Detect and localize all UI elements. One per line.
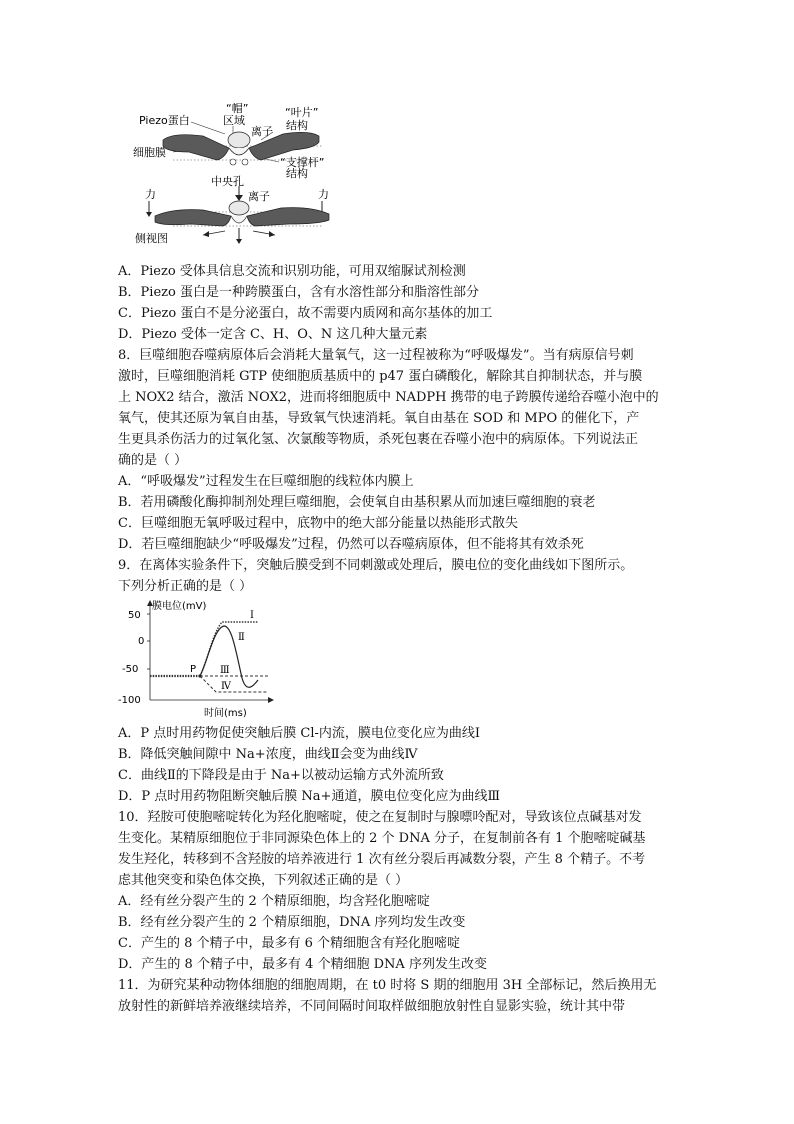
fig2-label-I: Ⅰ: [250, 610, 254, 621]
fig1-label-piezo: Piezo蛋白: [139, 114, 190, 127]
fig1-label-force-right: 力: [318, 188, 329, 201]
q7-option-c: C．Piezo 蛋白不是分泌蛋白，故不需要内质网和高尔基体的加工: [118, 306, 493, 321]
piezo-cap-top: [228, 132, 250, 148]
fig1-label-rod-quote: “支撑杆”: [280, 156, 325, 169]
q10-option-d: D．产生的 8 个精子中，最多有 4 个精细胞 DNA 序列发生改变: [118, 957, 487, 972]
fig1-label-leaf-quote: “叶片”: [285, 106, 319, 119]
q10-option-c: C．产生的 8 个精子中，最多有 6 个精细胞含有羟化胞嘧啶: [118, 936, 461, 951]
fig2-label-IV: Ⅳ: [221, 681, 231, 692]
fig1-label-ion-bottom: 离子: [248, 190, 270, 203]
q9-option-b: B．降低突触间隙中 Na+浓度，曲线Ⅱ会变为曲线Ⅳ: [118, 747, 418, 762]
q8-stem-line-6: 确的是（ ）: [118, 453, 188, 468]
fig1-label-ion-top: 离子: [251, 125, 273, 138]
fig2-ylabel: 膜电位(mV): [152, 601, 207, 612]
fig1-label-leaf-struct: 结构: [286, 119, 308, 132]
q8-option-a: A．“呼吸爆发”过程发生在巨噬细胞的线粒体内膜上: [118, 474, 414, 489]
fig1-label-cap-quote: “帽”: [226, 102, 249, 115]
q11-stem-line-2: 放射性的新鲜培养液继续培养，不同间隔时间取样做细胞放射性自显影实验，统计其中带: [118, 999, 626, 1014]
piezo-blade-right-bottom: [247, 208, 329, 226]
q9-option-a: A．P 点时用药物促使突触后膜 Cl-内流，膜电位变化应为曲线Ⅰ: [118, 726, 481, 741]
fig1-label-pore: 中央孔: [211, 175, 244, 188]
fig2-label-II: Ⅱ: [238, 632, 245, 643]
fig2-ytick-0: 0: [138, 636, 145, 647]
fig1-label-rod-struct: 结构: [286, 167, 308, 180]
q8-stem-line-3: 上 NOX2 结合，激活 NOX2，进而将细胞质中 NADPH 携带的电子跨膜传递给吞噬小泡中的: [118, 390, 659, 405]
fig1-label-cap-region: 区域: [223, 114, 245, 127]
fig2-xlabel: 时间(ms): [204, 708, 247, 719]
fig2-ytick-neg100: -100: [118, 695, 141, 706]
q7-option-b: B．Piezo 蛋白是一种跨膜蛋白，含有水溶性部分和脂溶性部分: [118, 285, 479, 300]
fig2-ytick-neg50: -50: [122, 664, 139, 675]
q10-stem-line-1: 10．羟胺可使胞嘧啶转化为羟化胞嘧啶，使之在复制时与腺嘌呤配对，导致该位点碱基对发: [118, 810, 642, 825]
q8-option-b: B．若用磷酸化酶抑制剂处理巨噬细胞，会使氧自由基积累从而加速巨噬细胞的衰老: [118, 495, 596, 510]
q9-stem-line-1: 9．在离体实验条件下，突触后膜受到不同刺激或处理后，膜电位的变化曲线如下图所示。: [118, 558, 634, 573]
fig2-point-P: [198, 674, 201, 677]
q8-option-c: C．巨噬细胞无氧呼吸过程中，底物中的绝大部分能量以热能形式散失: [118, 516, 518, 531]
fig2-curve-IV: [200, 676, 268, 692]
fig1-label-side-view: 侧视图: [135, 232, 168, 245]
piezo-cap-bottom: [229, 201, 249, 215]
q9-stem-line-2: 下列分析正确的是（ ）: [118, 579, 253, 594]
q11-stem-line-1: 11．为研究某种动物体细胞的细胞周期，在 t0 时将 S 期的细胞用 3H 全部标记，然后换用无: [118, 978, 657, 993]
fig2-curve-II: [200, 626, 258, 687]
q8-option-d: D．若巨噬细胞缺少“呼吸爆发”过程，仍然可以吞噬病原体，但不能将其有效杀死: [118, 537, 584, 552]
q10-stem-line-4: 虑其他突变和染色体交换，下列叙述正确的是（ ）: [118, 873, 409, 888]
q10-stem-line-3: 发生羟化，转移到不含羟胺的培养液进行 1 次有丝分裂后再减数分裂，产生 8 个精子。不考: [118, 852, 646, 867]
fig2-label-III: Ⅲ: [220, 665, 230, 676]
q7-option-d: D．Piezo 受体一定含 C、H、O、N 这几种大量元素: [118, 327, 428, 342]
q10-option-a: A．经有丝分裂产生的 2 个精原细胞，均含羟化胞嘧啶: [118, 894, 430, 909]
q10-stem-line-2: 生变化。某精原细胞位于非同源染色体上的 2 个 DNA 分子，在复制前各有 1 个胞嘧啶碱基: [118, 831, 646, 846]
piezo-blade-left-top: [163, 135, 229, 160]
q8-stem-line-2: 激时，巨噬细胞消耗 GTP 使细胞质基质中的 p47 蛋白磷酸化，解除其自抑制状态，并与膜: [118, 369, 643, 384]
q7-option-a: A．Piezo 受体具信息交流和识别功能，可用双缩脲试剂检测: [118, 264, 466, 279]
fig2-ytick-50: 50: [128, 610, 141, 621]
q9-option-c: C．曲线Ⅱ的下降段是由于 Na+以被动运输方式外流所致: [118, 768, 444, 783]
q8-stem-line-1: 8．巨噬细胞吞噬病原体后会消耗大量氧气，这一过程被称为“呼吸爆发”。当有病原信号刺: [118, 348, 634, 363]
fig2-point-label: P: [190, 664, 197, 675]
q9-option-d: D．P 点时用药物阻断突触后膜 Na+通道，膜电位变化应为曲线Ⅲ: [118, 789, 500, 804]
fig1-label-membrane: 细胞膜: [133, 146, 166, 159]
q10-option-b: B．经有丝分裂产生的 2 个精原细胞，DNA 序列均发生改变: [118, 915, 466, 930]
membrane-potential-figure: [118, 600, 278, 720]
q8-stem-line-4: 氧气，使其还原为氧自由基，导致氧气快速消耗。氧自由基在 SOD 和 MPO 的催化下，产: [118, 411, 640, 426]
piezo-figure: [133, 100, 348, 250]
fig1-label-force-left: 力: [145, 188, 156, 201]
q8-stem-line-5: 生更具杀伤活力的过氧化氢、次氯酸等物质，杀死包裹在吞噬小泡中的病原体。下列说法正: [118, 432, 639, 447]
